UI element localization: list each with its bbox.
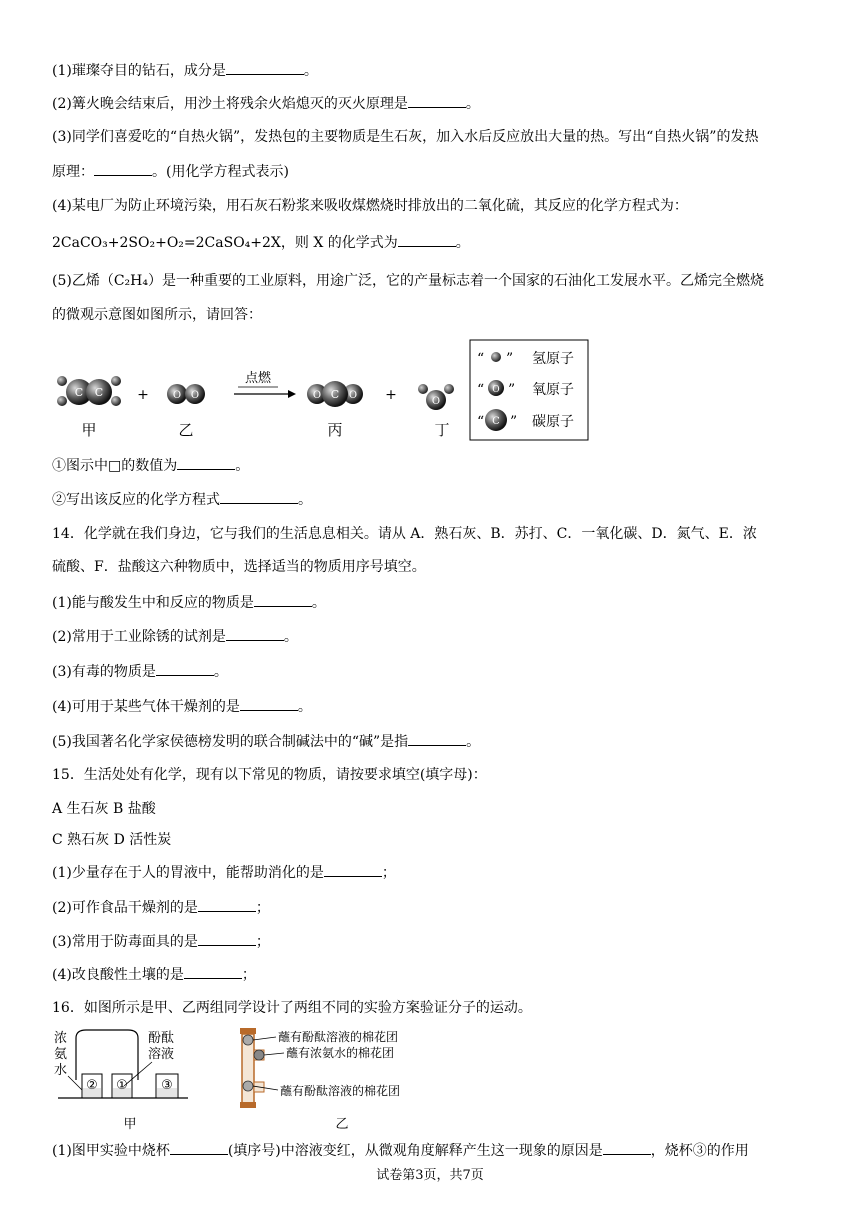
q13-part1: (1)璀璨夺目的钻石，成分是 。 [52,60,318,81]
svg-text:酚酞: 酚酞 [148,1031,175,1046]
label-jia: 甲 [81,421,97,439]
svg-text:“: “ [477,414,485,430]
answer-blank[interactable] [408,93,466,108]
q13-part2: (2)篝火晚会结束后，用沙土将残余火焰熄灭的灭火原理是 。 [52,93,480,114]
oxygen-molecule [167,384,205,404]
water-molecule [418,384,454,410]
svg-text:”: ” [508,382,516,398]
svg-text:氧原子: 氧原子 [532,382,574,398]
plus-sign: + [385,387,397,403]
q14-part2: (2)常用于工业除锈的试剂是 。 [52,626,298,647]
cotton-ball-mid [254,1050,264,1060]
q13-part4-line2: 2CaCO₃+2SO₂+O₂=2CaSO₄+2X，则 X 的化学式为 。 [52,232,470,253]
q13-part4-line1: (4)某电厂为防止环境污染，用石灰石粉浆来吸收煤燃烧时排放出的二氧化硫，其反应的化学方程式为： [52,198,688,214]
q13-part5-line1: (5)乙烯（C₂H₄）是一种重要的工业原料，用途广泛，它的产量标志着一个国家的石油化工发展水平。乙烯完全燃烧 [52,273,764,289]
svg-text:”: ” [510,414,518,430]
label-cotton-bottom: 蘸有酚酞溶液的棉花团 [280,1084,401,1098]
q13-part3-line1: (3)同学们喜爱吃的“自热火锅”，发热包的主要物质是生石灰，加入水后反应放出大量的热。写出“自热火锅”的发热 [52,129,759,145]
svg-text:“: “ [477,351,485,367]
answer-blank[interactable] [240,696,298,711]
q14-stem-line2: 硫酸、F．盐酸这六种物质中，选择适当的物质用序号填空。 [52,559,426,575]
caption-jia: 甲 [123,1117,137,1132]
svg-text:C: C [492,416,500,427]
q16-part1: (1)图甲实验中烧杯 (填序号)中溶液变红，从微观角度解释产生这一现象的原因是 ，烧杯③的作用 [52,1140,749,1161]
q15-options-2: C 熟石灰 D 活性炭 [52,832,172,848]
q14-part5: (5)我国著名化学家侯德榜发明的联合制碱法中的“碱”是指 。 [52,731,480,752]
q14-stem-line1: 14．化学就在我们身边，它与我们的生活息息相关。请从 A．熟石灰、B．苏打、C．一氧化碳、D．氮气、E．浓 [52,526,757,542]
answer-blank[interactable] [603,1140,651,1155]
carbon-dioxide-molecule [307,381,363,407]
experiment-jia [54,1030,188,1132]
q13-sub1: ①图示中□的数值为 。 [52,455,249,476]
svg-text:③: ③ [161,1078,173,1093]
label-cotton-mid: 蘸有浓氨水的棉花团 [286,1046,395,1060]
answer-blank[interactable] [198,931,256,946]
q15-options-1: A 生石灰 B 盐酸 [52,801,156,817]
svg-text:②: ② [86,1078,98,1093]
atom-legend [470,340,588,440]
q13-sub2: ②写出该反应的化学方程式 。 [52,489,312,510]
svg-text:O: O [172,390,182,401]
svg-text:浓: 浓 [54,1031,68,1046]
q15-part2: (2)可作食品干燥剂的是 ； [52,897,270,918]
q15-part4: (4)改良酸性土壤的是 ； [52,964,256,985]
label-bing: 丙 [327,421,343,439]
q14-part4: (4)可用于某些气体干燥剂的是 。 [52,696,312,717]
cotton-ball-bottom [243,1081,253,1091]
answer-blank[interactable] [408,731,466,746]
q13-part3-line2: 原理： 。(用化学方程式表示) [52,161,289,182]
q13-part5-line2: 的微观示意图如图所示，请回答： [52,307,262,323]
label-cotton-top: 蘸有酚酞溶液的棉花团 [278,1030,399,1044]
svg-text:”: ” [506,351,514,367]
ethylene-molecule [57,376,121,406]
plus-sign: + [137,387,149,403]
q15-part3: (3)常用于防毒面具的是 ； [52,931,270,952]
svg-text:O: O [492,385,500,395]
svg-text:“: “ [477,382,485,398]
molecule-motion-experiment-figure [52,1024,452,1136]
answer-blank[interactable] [170,1140,228,1155]
q14-part3: (3)有毒的物质是 。 [52,661,228,682]
answer-blank[interactable] [198,897,256,912]
ethylene-combustion-diagram [52,338,592,446]
answer-blank[interactable] [94,161,152,176]
arrow-label: 点燃 [244,371,272,386]
bell-jar [76,1030,138,1080]
svg-text:O: O [348,390,358,401]
q15-stem: 15．生活处处有化学，现有以下常见的物质，请按要求填空(填字母)： [52,767,487,783]
svg-text:碳原子: 碳原子 [532,414,574,430]
answer-blank[interactable] [177,455,235,470]
answer-blank[interactable] [324,862,382,877]
label-yi: 乙 [178,421,194,439]
q14-part1: (1)能与酸发生中和反应的物质是 。 [52,592,326,613]
answer-blank[interactable] [398,232,456,247]
svg-text:C: C [94,386,104,399]
q15-part1: (1)少量存在于人的胃液中，能帮助消化的是 ； [52,862,396,883]
answer-blank[interactable] [226,60,304,75]
label-ding: 丁 [434,421,450,439]
cotton-ball-top [243,1035,253,1045]
svg-text:水: 水 [54,1063,68,1078]
svg-text:①: ① [116,1078,128,1093]
answer-blank[interactable] [254,592,312,607]
svg-text:O: O [190,390,200,401]
answer-blank[interactable] [156,661,214,676]
q16-stem: 16．如图所示是甲、乙两组同学设计了两组不同的实验方案验证分子的运动。 [52,1000,532,1016]
experiment-yi [240,1028,400,1132]
answer-blank[interactable] [220,489,298,504]
svg-text:氨: 氨 [54,1047,68,1062]
svg-text:氢原子: 氢原子 [532,351,574,367]
svg-text:C: C [330,388,340,401]
svg-text:C: C [74,386,84,399]
answer-blank[interactable] [184,964,242,979]
svg-text:O: O [312,390,322,401]
answer-blank[interactable] [226,626,284,641]
page-footer: 试卷第3页，共7页 [376,1168,484,1183]
svg-text:O: O [431,396,441,407]
svg-text:溶液: 溶液 [148,1047,175,1062]
caption-yi: 乙 [335,1117,349,1132]
